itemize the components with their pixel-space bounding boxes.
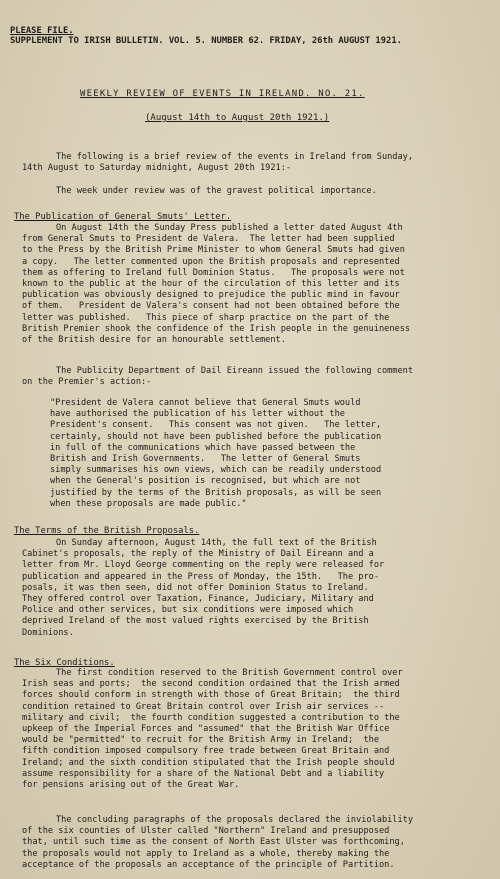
body-line: assume responsibility for a share of the National Debt and a liability bbox=[22, 768, 385, 779]
quote-line: "President de Valera cannot believe that General Smuts would bbox=[50, 398, 361, 408]
body-line: from General Smuts to President de Valera. The letter had been supplied bbox=[22, 234, 395, 245]
please-file-note: PLEASE FILE. bbox=[10, 26, 74, 36]
body-line: fifth condition imposed compulsory free trade between Great Britain and bbox=[22, 746, 390, 757]
body-line: The concluding paragraphs of the proposals declared the inviolability bbox=[56, 815, 413, 825]
body-line: The first condition reserved to the British Government control over bbox=[56, 668, 403, 678]
body-line: They offered control over Taxation, Finance, Judiciary, Military and bbox=[22, 594, 374, 605]
section-six-conditions-body bbox=[22, 668, 484, 791]
body-line: publication and appeared in the Press of Monday, the 15th. The pro- bbox=[22, 571, 379, 582]
body-line: that, until such time as the consent of North East Ulster was forthcoming, bbox=[22, 837, 405, 848]
body-line: condition retained to Great Britain control over Irish air services -- bbox=[22, 701, 385, 712]
quote-line: have authorised the publication of his letter without the bbox=[50, 409, 345, 420]
body-line: them as offering to Ireland full Dominion Status. The proposals were not bbox=[22, 267, 405, 278]
section-heading-six-conditions: The Six Conditions. bbox=[14, 658, 115, 668]
body-line: to the Press by the British Prime Minister to whom General Smuts had given bbox=[22, 245, 405, 256]
quote-line: President's consent. This consent was not given. The letter, bbox=[50, 420, 382, 431]
body-line: Police and other services, but six conditions were imposed which bbox=[22, 605, 354, 616]
body-line: of them. President de Valera's consent had not been obtained before the bbox=[22, 301, 400, 312]
concluding-paragraph bbox=[22, 815, 484, 871]
quote-line: when these proposals are made public." bbox=[50, 498, 247, 509]
document-subtitle: (August 14th to August 20th 1921.) bbox=[145, 113, 330, 123]
body-line: The Publicity Department of Dail Eireann issued the following comment bbox=[56, 366, 413, 376]
body-line: would be "permitted" to recruit for the British Army in Ireland; the bbox=[22, 735, 379, 746]
intro-line: 14th August to Saturday midnight, August 20th 1921:- bbox=[22, 163, 292, 174]
body-line: for pensions arising out of the Great War. bbox=[22, 780, 240, 791]
body-line: upkeep of the Imperial Forces and "assumed" that the British War Office bbox=[22, 724, 390, 735]
body-line: a copy. The letter commented upon the British proposals and represented bbox=[22, 256, 400, 267]
publicity-department-paragraph bbox=[22, 366, 484, 388]
quote-line: when the General's position is recognised, but which are not bbox=[50, 476, 361, 487]
body-line: British Premier shook the confidence of the Irish people in the genuineness bbox=[22, 323, 411, 334]
body-line: On Sunday afternoon, August 14th, the full text of the British bbox=[56, 538, 377, 548]
quote-line: in full of the communications which have passed between the bbox=[50, 442, 356, 453]
body-line: the proposals would not apply to Ireland as a whole, thereby making the bbox=[22, 848, 390, 859]
section-heading-smuts: The Publication of General Smuts' Letter. bbox=[14, 212, 232, 222]
body-line: on the Premier's action:- bbox=[22, 377, 152, 388]
intro-second-paragraph bbox=[22, 186, 484, 197]
body-line: of the six counties of Ulster called "Northern" Ireland and presupposed bbox=[22, 826, 390, 837]
body-line: Ireland; and the sixth condition stipulated that the Irish people should bbox=[22, 757, 395, 768]
body-line: of the British desire for an honourable settlement. bbox=[22, 335, 286, 346]
body-line: Cabinet's proposals, the reply of the Ministry of Dail Eireann and a bbox=[22, 549, 374, 560]
intro-paragraph bbox=[22, 152, 484, 174]
body-line: Dominions. bbox=[22, 627, 74, 638]
body-line: Irish seas and ports; the second condition ordained that the Irish armed bbox=[22, 679, 400, 690]
section-smuts-body bbox=[22, 223, 484, 346]
body-line: forces should conform in strength with those of Great Britain; the third bbox=[22, 690, 400, 701]
intro-line: The week under review was of the gravest political importance. bbox=[56, 186, 377, 196]
intro-line: The following is a brief review of the events in Ireland from Sunday, bbox=[56, 152, 413, 162]
quote-line: simply summarises his own views, which can be readily understood bbox=[50, 465, 382, 476]
body-line: letter was published. This piece of sharp practice on the part of the bbox=[22, 312, 390, 323]
section-heading-terms: The Terms of the British Proposals. bbox=[14, 526, 200, 536]
quote-line: British and Irish Governments. The letter of General Smuts bbox=[50, 454, 361, 465]
quote-line: justified by the terms of the British proposals, as will be seen bbox=[50, 487, 382, 498]
body-line: military and civil; the fourth condition suggested a contribution to the bbox=[22, 712, 400, 723]
body-line: acceptance of the proposals an acceptance of the principle of Partition. bbox=[22, 859, 395, 870]
document-title: WEEKLY REVIEW OF EVENTS IN IRELAND. NO. 21. bbox=[80, 89, 365, 99]
body-line: On August 14th the Sunday Press published a letter dated August 4th bbox=[56, 223, 403, 233]
section-terms-body bbox=[22, 538, 484, 639]
body-line: publication was obviously designed to prejudice the public mind in favour bbox=[22, 290, 400, 301]
supplement-header: SUPPLEMENT TO IRISH BULLETIN. VOL. 5. NUMBER 62. FRIDAY, 26th AUGUST 1921. bbox=[10, 36, 402, 46]
quote-line: certainly, should not have been published before the publication bbox=[50, 431, 382, 442]
de-valera-quote bbox=[50, 398, 484, 510]
body-line: letter from Mr. Lloyd George commenting on the reply were released for bbox=[22, 560, 385, 571]
body-line: known to the public at the hour of the circulation of this letter and its bbox=[22, 279, 400, 290]
body-line: deprived Ireland of the most valued rights exercised by the British bbox=[22, 616, 369, 627]
body-line: posals, it was then seen, did not offer Dominion Status to Ireland. bbox=[22, 582, 369, 593]
